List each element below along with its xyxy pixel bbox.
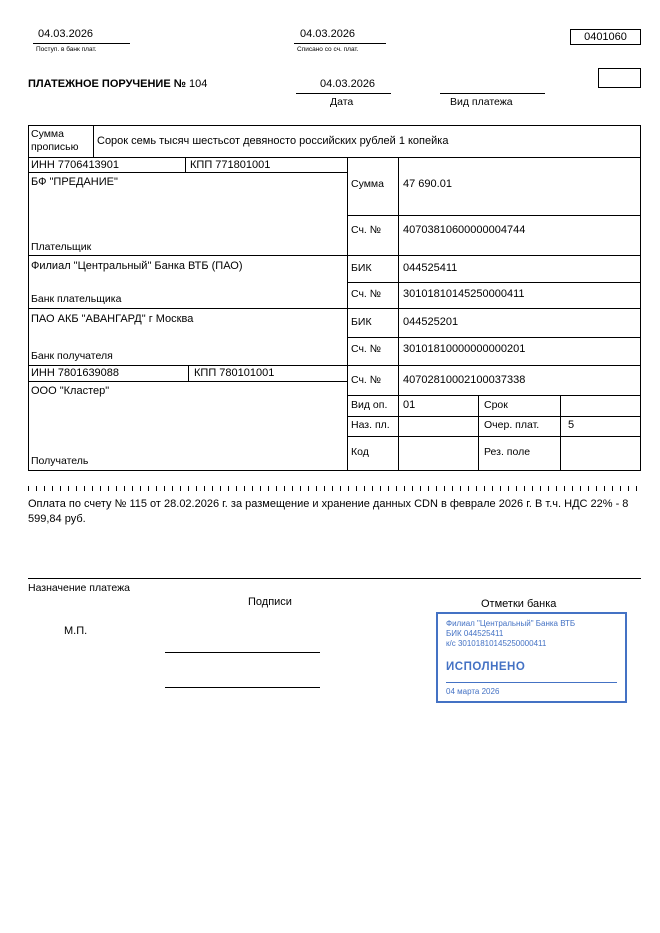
separator-ticks bbox=[28, 486, 641, 491]
purpose-text: Оплата по счету № 115 от 28.02.2026 г. за размещение и хранение данных CDN в феврале 2026 г. В т.ч. НДС 22% - 8 599,84 руб. bbox=[28, 498, 629, 525]
doc-date-line bbox=[296, 93, 391, 94]
signature-line bbox=[165, 652, 320, 653]
doc-title: ПЛАТЕЖНОЕ ПОРУЧЕНИЕ № bbox=[28, 78, 186, 90]
sum-value: 47 690.01 bbox=[403, 178, 452, 190]
mp-label: М.П. bbox=[64, 625, 88, 637]
amount-words-label: Сумма прописью bbox=[31, 128, 79, 153]
term-label: Срок bbox=[484, 399, 508, 411]
purpose-code-label: Наз. пл. bbox=[351, 419, 390, 431]
doc-date-label: Дата bbox=[330, 96, 354, 108]
stamp-corr-account: к/с 30101810145250000411 bbox=[446, 639, 547, 648]
stamp-status: ИСПОЛНЕНО bbox=[446, 661, 526, 673]
payee-bank-account: 30101810000000000201 bbox=[403, 343, 526, 355]
payee-name: ООО "Кластер" bbox=[31, 385, 110, 397]
payer-bank-account: 30101810145250000411 bbox=[403, 288, 525, 300]
payer-label: Плательщик bbox=[31, 241, 92, 253]
payment-type-label: Вид платежа bbox=[450, 96, 513, 108]
payer-bank-account-label: Сч. № bbox=[351, 288, 382, 300]
payee-bank-name: ПАО АКБ "АВАНГАРД" г Москва bbox=[31, 313, 194, 325]
payer-bank-label: Банк плательщика bbox=[31, 293, 122, 305]
priority-value: 5 bbox=[568, 419, 575, 431]
debit-date-label: Списано со сч. плат. bbox=[297, 46, 359, 53]
payee-label: Получатель bbox=[31, 455, 89, 467]
doc-date: 04.03.2026 bbox=[320, 78, 376, 90]
reserve-field-label: Рез. поле bbox=[484, 446, 531, 458]
debit-date: 04.03.2026 bbox=[300, 28, 356, 40]
payer-bank-bik: 044525411 bbox=[403, 262, 458, 274]
form-code-box bbox=[570, 29, 641, 45]
payee-bank-account-label: Сч. № bbox=[351, 343, 382, 355]
incoming-date-label: Поступ. в банк плат. bbox=[36, 46, 97, 53]
debit-date-line bbox=[294, 43, 386, 44]
op-type-label: Вид оп. bbox=[351, 399, 388, 411]
payee-bank-label: Банк получателя bbox=[31, 350, 113, 362]
payee-kpp: КПП 780101001 bbox=[194, 367, 275, 379]
payer-name: БФ "ПРЕДАНИЕ" bbox=[31, 176, 118, 188]
bank-marks-label: Отметки банка bbox=[481, 598, 557, 610]
payer-account: 40703810600000004744 bbox=[403, 224, 526, 236]
doc-number: 104 bbox=[189, 78, 208, 90]
payee-bank-bik: 044525201 bbox=[403, 316, 459, 328]
sum-label: Сумма bbox=[351, 178, 384, 190]
payee-account: 40702810002100037338 bbox=[403, 374, 526, 386]
form-code: 0401060 bbox=[584, 31, 627, 43]
incoming-date-line bbox=[33, 43, 130, 44]
payer-bank-name: Филиал "Центральный" Банка ВТБ (ПАО) bbox=[31, 260, 243, 272]
payee-account-label: Сч. № bbox=[351, 374, 382, 386]
incoming-date: 04.03.2026 bbox=[38, 28, 94, 40]
payer-account-label: Сч. № bbox=[351, 224, 382, 236]
amount-words: Сорок семь тысяч шестьсот девяносто российских рублей 1 копейка bbox=[97, 135, 449, 147]
op-type-value: 01 bbox=[403, 399, 416, 411]
payer-kpp: КПП 771801001 bbox=[190, 159, 271, 171]
stamp-bik: БИК 044525411 bbox=[446, 629, 504, 638]
payment-type-line bbox=[440, 93, 545, 94]
stamp-date: 04 марта 2026 bbox=[446, 682, 617, 697]
payer-bank-bik-label: БИК bbox=[351, 262, 372, 274]
bank-stamp bbox=[436, 612, 627, 703]
purpose-line bbox=[28, 578, 641, 579]
signatures-label: Подписи bbox=[248, 596, 292, 608]
signature-line bbox=[165, 687, 320, 688]
payee-bank-bik-label: БИК bbox=[351, 316, 372, 328]
payment-type-box bbox=[598, 68, 641, 88]
payee-inn: ИНН 7801639088 bbox=[31, 367, 120, 379]
payer-inn: ИНН 7706413901 bbox=[31, 159, 120, 171]
code-label: Код bbox=[351, 446, 369, 458]
priority-label: Очер. плат. bbox=[484, 419, 540, 431]
doc-title-row bbox=[28, 78, 207, 91]
purpose-label: Назначение платежа bbox=[28, 582, 130, 594]
stamp-bank-name: Филиал "Центральный" Банка ВТБ bbox=[446, 619, 576, 628]
